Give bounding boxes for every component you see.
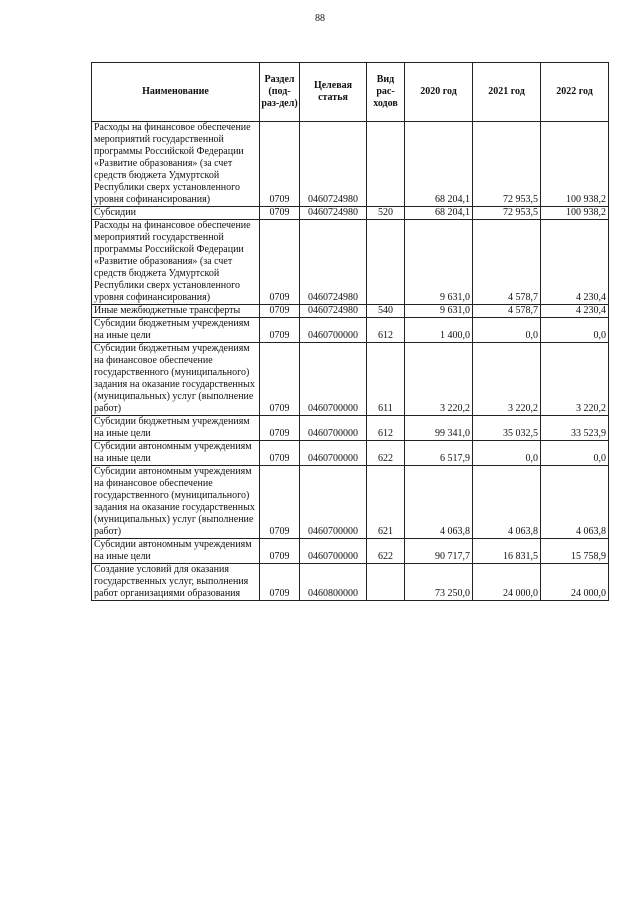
row-value-2021: 72 953,5 [473,207,541,220]
table-body [92,122,609,601]
row-value-2020: 6 517,9 [405,441,473,466]
table-row [92,564,609,601]
row-value-2021: 24 000,0 [473,564,541,601]
table-row [92,539,609,564]
row-name: Создание условий для оказания государственных услуг, выполнения работ организациями образования [92,564,260,601]
table-row [92,122,609,207]
row-value-2020: 4 063,8 [405,466,473,539]
table-header-row [92,63,609,122]
row-value-2020: 99 341,0 [405,416,473,441]
column-header-type: Вид рас-ходов [367,63,405,122]
row-expense-type: 540 [367,305,405,318]
row-section: 0709 [260,207,300,220]
row-expense-type: 622 [367,539,405,564]
column-header-name: Наименование [92,63,260,122]
row-target-article: 0460700000 [300,441,367,466]
row-target-article: 0460700000 [300,416,367,441]
row-value-2022: 15 758,9 [541,539,609,564]
table-row [92,220,609,305]
row-name: Субсидии автономным учреждениям на иные цели [92,441,260,466]
row-expense-type: 612 [367,318,405,343]
row-value-2022: 4 063,8 [541,466,609,539]
row-expense-type: 622 [367,441,405,466]
row-section: 0709 [260,416,300,441]
row-section: 0709 [260,564,300,601]
row-value-2022: 0,0 [541,318,609,343]
row-expense-type: 612 [367,416,405,441]
row-value-2020: 73 250,0 [405,564,473,601]
row-value-2020: 9 631,0 [405,220,473,305]
row-section: 0709 [260,122,300,207]
row-value-2021: 4 578,7 [473,220,541,305]
row-value-2020: 90 717,7 [405,539,473,564]
column-header-target: Целевая статья [300,63,367,122]
row-value-2022: 24 000,0 [541,564,609,601]
row-name: Расходы на финансовое обеспечение мероприятий государственной программы Российской Федерации «Развитие образования» (за счет средств бюджета Удмуртской Республики сверх установленного уровня софинансирования) [92,220,260,305]
row-section: 0709 [260,318,300,343]
row-value-2022: 100 938,2 [541,207,609,220]
row-target-article: 0460700000 [300,343,367,416]
row-value-2021: 35 032,5 [473,416,541,441]
row-name: Субсидии автономным учреждениям на финансовое обеспечение государственного (муниципального) задания на оказание государственных (муниципальных) услуг (выполнение работ) [92,466,260,539]
row-section: 0709 [260,466,300,539]
row-value-2020: 1 400,0 [405,318,473,343]
row-section: 0709 [260,343,300,416]
row-value-2022: 100 938,2 [541,122,609,207]
row-value-2020: 3 220,2 [405,343,473,416]
row-name: Расходы на финансовое обеспечение мероприятий государственной программы Российской Федерации «Развитие образования» (за счет средств бюджета Удмуртской Республики сверх установленного уровня софинансирования) [92,122,260,207]
row-value-2021: 72 953,5 [473,122,541,207]
row-value-2022: 3 220,2 [541,343,609,416]
row-value-2022: 33 523,9 [541,416,609,441]
row-expense-type: 611 [367,343,405,416]
row-value-2020: 9 631,0 [405,305,473,318]
row-target-article: 0460700000 [300,539,367,564]
row-target-article: 0460700000 [300,318,367,343]
row-name: Субсидии автономным учреждениям на иные цели [92,539,260,564]
row-expense-type [367,122,405,207]
row-value-2020: 68 204,1 [405,122,473,207]
row-section: 0709 [260,539,300,564]
row-expense-type [367,564,405,601]
row-expense-type [367,220,405,305]
table-row [92,441,609,466]
budget-table [91,62,609,601]
column-header-2022: 2022 год [541,63,609,122]
row-name: Субсидии бюджетным учреждениям на иные цели [92,318,260,343]
row-section: 0709 [260,220,300,305]
column-header-2020: 2020 год [405,63,473,122]
row-target-article: 0460724980 [300,207,367,220]
row-section: 0709 [260,305,300,318]
page-number: 88 [315,13,325,24]
table-row [92,416,609,441]
row-value-2021: 4 578,7 [473,305,541,318]
row-name: Субсидии [92,207,260,220]
table-row [92,207,609,220]
row-name: Субсидии бюджетным учреждениям на иные цели [92,416,260,441]
row-value-2021: 0,0 [473,318,541,343]
row-value-2022: 4 230,4 [541,220,609,305]
table-row [92,318,609,343]
row-expense-type: 621 [367,466,405,539]
column-header-section: Раздел (под-раз-дел) [260,63,300,122]
row-expense-type: 520 [367,207,405,220]
row-target-article: 0460700000 [300,466,367,539]
row-target-article: 0460800000 [300,564,367,601]
table-row [92,343,609,416]
column-header-2021: 2021 год [473,63,541,122]
row-name: Иные межбюджетные трансферты [92,305,260,318]
row-value-2022: 4 230,4 [541,305,609,318]
row-value-2021: 16 831,5 [473,539,541,564]
row-section: 0709 [260,441,300,466]
row-value-2021: 4 063,8 [473,466,541,539]
row-target-article: 0460724980 [300,122,367,207]
row-name: Субсидии бюджетным учреждениям на финансовое обеспечение государственного (муниципального) задания на оказание государственных (муниципальных) услуг (выполнение работ) [92,343,260,416]
table-row [92,466,609,539]
table-row [92,305,609,318]
row-value-2021: 3 220,2 [473,343,541,416]
row-value-2021: 0,0 [473,441,541,466]
row-target-article: 0460724980 [300,305,367,318]
row-target-article: 0460724980 [300,220,367,305]
row-value-2020: 68 204,1 [405,207,473,220]
row-value-2022: 0,0 [541,441,609,466]
